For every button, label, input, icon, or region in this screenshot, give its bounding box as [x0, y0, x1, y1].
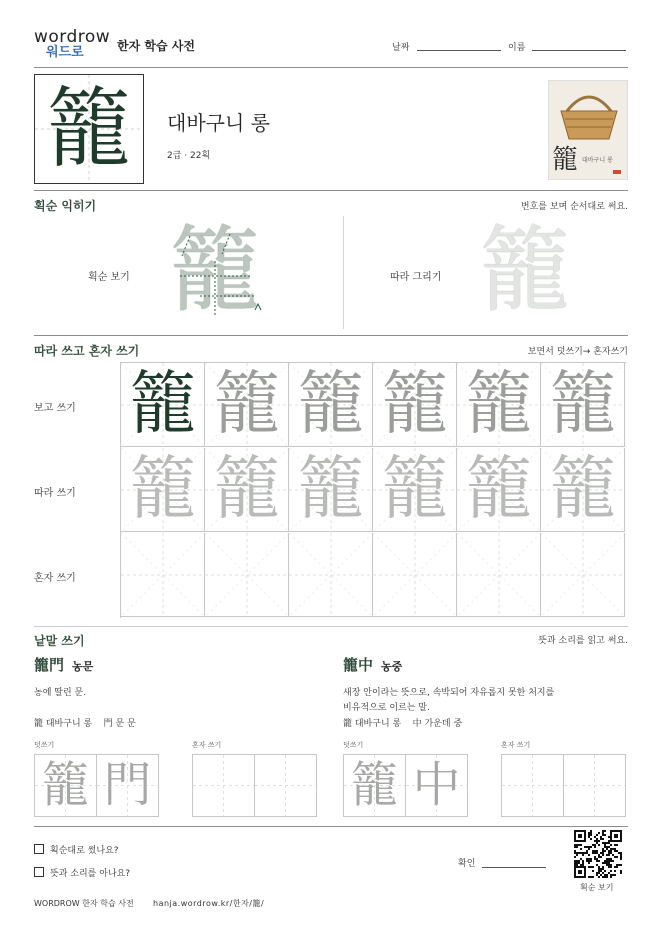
- word1-reading: 농문: [72, 660, 94, 673]
- cell-guide-lines: [541, 533, 625, 617]
- word2-reading: 농중: [381, 660, 403, 673]
- stroke-section-title: 획순 익히기: [34, 199, 97, 213]
- practice-cell-see-1[interactable]: [121, 363, 205, 447]
- practice-cell-alone-5[interactable]: [457, 533, 541, 617]
- stroke-order-character: 籠: [168, 217, 261, 324]
- words-section-title: 낱말 쓰기: [34, 634, 85, 648]
- cell-guide-lines: [121, 533, 205, 617]
- word2-alone-cell-1[interactable]: [501, 754, 564, 817]
- footer-url[interactable]: hanja.wordrow.kr/한자/籠/: [153, 899, 265, 908]
- practice-char: 籠: [128, 365, 197, 444]
- word2-hanja: 籠中: [343, 656, 374, 674]
- practice-cell-alone-4[interactable]: [373, 533, 457, 617]
- word1-alone-cell-2[interactable]: [254, 754, 317, 817]
- words-divider: [34, 826, 628, 827]
- stroke-trace-label: 따라 그리기: [390, 272, 442, 283]
- word2-trace-char-2: 中: [412, 757, 461, 813]
- thumb-character: 籠: [552, 145, 579, 175]
- practice-cell-see-3[interactable]: [289, 363, 373, 447]
- stroke-section-instruction: 번호를 보며 순서대로 써요.: [520, 202, 628, 212]
- practice-cell-trace-2[interactable]: [205, 448, 289, 532]
- cell-guide-lines: [457, 533, 541, 617]
- date-field[interactable]: [417, 50, 501, 51]
- word1-hanja: 籠門: [34, 656, 65, 674]
- practice-cell-see-5[interactable]: [457, 363, 541, 447]
- row-label-alone: 혼자 쓰기: [34, 573, 76, 584]
- date-label: 날짜: [392, 43, 410, 53]
- practice-section-instruction: 보면서 덧쓰기→ 혼자쓰기: [527, 347, 628, 357]
- thumb-badge: [613, 170, 621, 174]
- cell-guide-lines: [289, 533, 373, 617]
- footer-brand: WORDROW 한자 학습 사전: [34, 899, 134, 908]
- words-section-instruction: 뜻과 소리를 읽고 써요.: [538, 636, 628, 646]
- stroke-trace-character: 籠: [478, 217, 571, 324]
- mini-cell-guides: [502, 755, 563, 816]
- word2-trace-cell-1[interactable]: [343, 754, 406, 817]
- practice-cell-alone-6[interactable]: [541, 533, 625, 617]
- entry-meaning-sound: 대바구니 롱: [167, 111, 270, 135]
- practice-cell-alone-1[interactable]: [121, 533, 205, 617]
- word1-alone-label: 혼자 쓰기: [192, 741, 222, 749]
- practice-cell-alone-3[interactable]: [289, 533, 373, 617]
- practice-cell-trace-3[interactable]: [289, 448, 373, 532]
- brand-logo-top: wordrow: [34, 27, 111, 47]
- practice-grid[interactable]: [120, 362, 626, 618]
- practice-char: 籠: [464, 450, 533, 529]
- mini-cell-guides: [255, 755, 316, 816]
- word1-alone-cell-1[interactable]: [192, 754, 255, 817]
- stroke-order-arrows: [160, 216, 270, 326]
- word2-trace-cell-2[interactable]: [405, 754, 468, 817]
- word1-trace-label: 덧쓰기: [34, 741, 55, 749]
- practice-char: 籠: [380, 365, 449, 444]
- practice-char: 籠: [464, 365, 533, 444]
- stroke-order-diagram: [160, 216, 270, 326]
- word2-definition-1: 새장 안이라는 뜻으로, 속박되어 자유롭지 못한 처지를: [343, 688, 555, 698]
- practice-cell-trace-4[interactable]: [373, 448, 457, 532]
- stroke-section-vdivider: [343, 216, 344, 329]
- thumb-caption: 대바구니 롱: [582, 157, 613, 164]
- checkbox-stroke-order[interactable]: [34, 844, 44, 854]
- row-label-trace: 따라 쓰기: [34, 488, 76, 499]
- practice-char: 籠: [128, 450, 197, 529]
- word1-trace-cell-1[interactable]: [34, 754, 97, 817]
- name-label: 이름: [508, 43, 526, 53]
- checklist-item-1: 획순대로 썼나요?: [50, 846, 119, 856]
- practice-section-title: 따라 쓰고 혼자 쓰기: [34, 344, 140, 358]
- stroke-trace-diagram[interactable]: [470, 216, 580, 326]
- practice-char: 籠: [296, 450, 365, 529]
- stroke-divider: [34, 335, 628, 336]
- cell-guide-lines: [205, 533, 289, 617]
- checklist-item-2: 뜻과 소리를 아나요?: [50, 869, 131, 879]
- practice-cell-see-6[interactable]: [541, 363, 625, 447]
- mini-cell-guides: [193, 755, 254, 816]
- practice-char: 籠: [380, 450, 449, 529]
- practice-cell-trace-6[interactable]: [541, 448, 625, 532]
- entry-divider: [34, 190, 628, 191]
- brand-logo: [34, 27, 111, 64]
- main-character-box: [34, 74, 144, 184]
- word1-trace-cell-2[interactable]: [96, 754, 159, 817]
- practice-divider: [34, 626, 628, 627]
- name-field[interactable]: [532, 50, 626, 51]
- word2-trace-char-1: 籠: [350, 757, 399, 813]
- confirm-label: 확인: [458, 859, 476, 869]
- word1-parts: 籠 대바구니 롱 門 문 문: [34, 719, 136, 729]
- word1-trace-char-2: 門: [103, 757, 152, 813]
- header-title: 한자 학습 사전: [117, 39, 195, 53]
- qr-code[interactable]: [574, 830, 622, 878]
- word1-trace-char-1: 籠: [41, 757, 90, 813]
- brand-logo-bottom: 워드로: [46, 45, 84, 60]
- word2-alone-cell-2[interactable]: [563, 754, 626, 817]
- practice-char: 籠: [548, 365, 617, 444]
- stroke-view-label: 획순 보기: [88, 272, 130, 283]
- confirm-field[interactable]: [482, 867, 546, 868]
- practice-char: 籠: [548, 450, 617, 529]
- word2-trace-label: 덧쓰기: [343, 741, 364, 749]
- word2-definition-2: 비유적으로 이르는 말.: [343, 703, 430, 713]
- practice-char: 籠: [296, 365, 365, 444]
- practice-char: 籠: [212, 365, 281, 444]
- basket-thumbnail: [548, 80, 628, 180]
- qr-caption: 획순 보기: [580, 883, 614, 892]
- row-label-see: 보고 쓰기: [34, 403, 76, 414]
- word1-definition: 농에 딸린 문.: [34, 688, 87, 698]
- practice-cell-see-4[interactable]: [373, 363, 457, 447]
- basket-illustration: [549, 81, 628, 143]
- cell-guide-lines: [373, 533, 457, 617]
- practice-cell-alone-2[interactable]: [205, 533, 289, 617]
- qr-code-pattern: [574, 830, 622, 878]
- word2-parts: 籠 대바구니 롱 中 가운데 중: [343, 719, 463, 729]
- practice-cell-see-2[interactable]: [205, 363, 289, 447]
- main-character: 籠: [46, 79, 132, 179]
- practice-cell-trace-5[interactable]: [457, 448, 541, 532]
- mini-cell-guides: [564, 755, 625, 816]
- practice-char: 籠: [212, 450, 281, 529]
- checkbox-meaning-sound[interactable]: [34, 867, 44, 877]
- practice-cell-trace-1[interactable]: [121, 448, 205, 532]
- header-divider: [34, 67, 628, 68]
- word2-alone-label: 혼자 쓰기: [501, 741, 531, 749]
- entry-meta: 2급 · 22획: [167, 151, 211, 161]
